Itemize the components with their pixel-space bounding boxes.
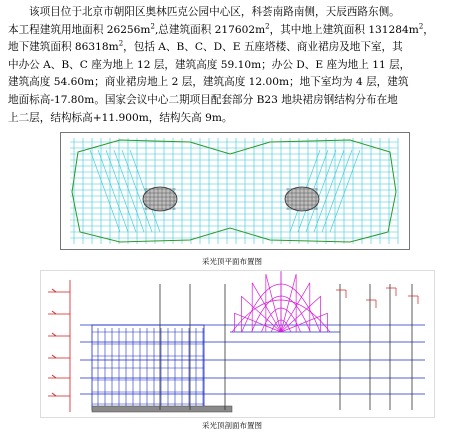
para-line-7: 上二层，结构标高+11.900m，结构矢高 9m。: [8, 111, 233, 124]
para-line-3: 地下建筑面积 $86318m^2$，包括 A、B、C、D、E 五座塔楼、商业裙房及地下室，其: [8, 39, 403, 54]
para-line-1: 该项目位于北京市朝阳区奥林匹克公园中心区，科荟南路南侧，天辰西路东侧。: [29, 6, 400, 18]
para-line-4: 中办公 A、B、C 座为地上 12 层，建筑高度 59.10m；办公 D、E 座为地上 11 层，: [8, 58, 411, 71]
para-line-5: 建筑高度 54.60m；商业裙房地上 2 层，建筑高度 12.00m；地下室均为 4 层，建筑: [8, 76, 409, 89]
skylight-section-drawing: [40, 270, 435, 418]
section-base-slab: [92, 406, 232, 412]
dome-plan-right: [285, 187, 319, 211]
plan-caption: 采光顶平面布置图: [202, 257, 262, 266]
section-caption: 采光顶剖面布置图: [202, 421, 262, 430]
project-description: [8, 4, 460, 127]
skylight-plan-drawing: [60, 132, 410, 250]
para-line-6: 地面标高-17.80m。国家会议中心二期项目配套部分 B23 地块裙房钢结构分布在地: [8, 93, 398, 106]
dome-plan-left: [143, 187, 177, 211]
para-line-2: 本工程建筑用地面积 $26256m^2$,总建筑面积 $217602m^2$，其中地上建筑面积 $131284m^2$，: [8, 22, 434, 36]
